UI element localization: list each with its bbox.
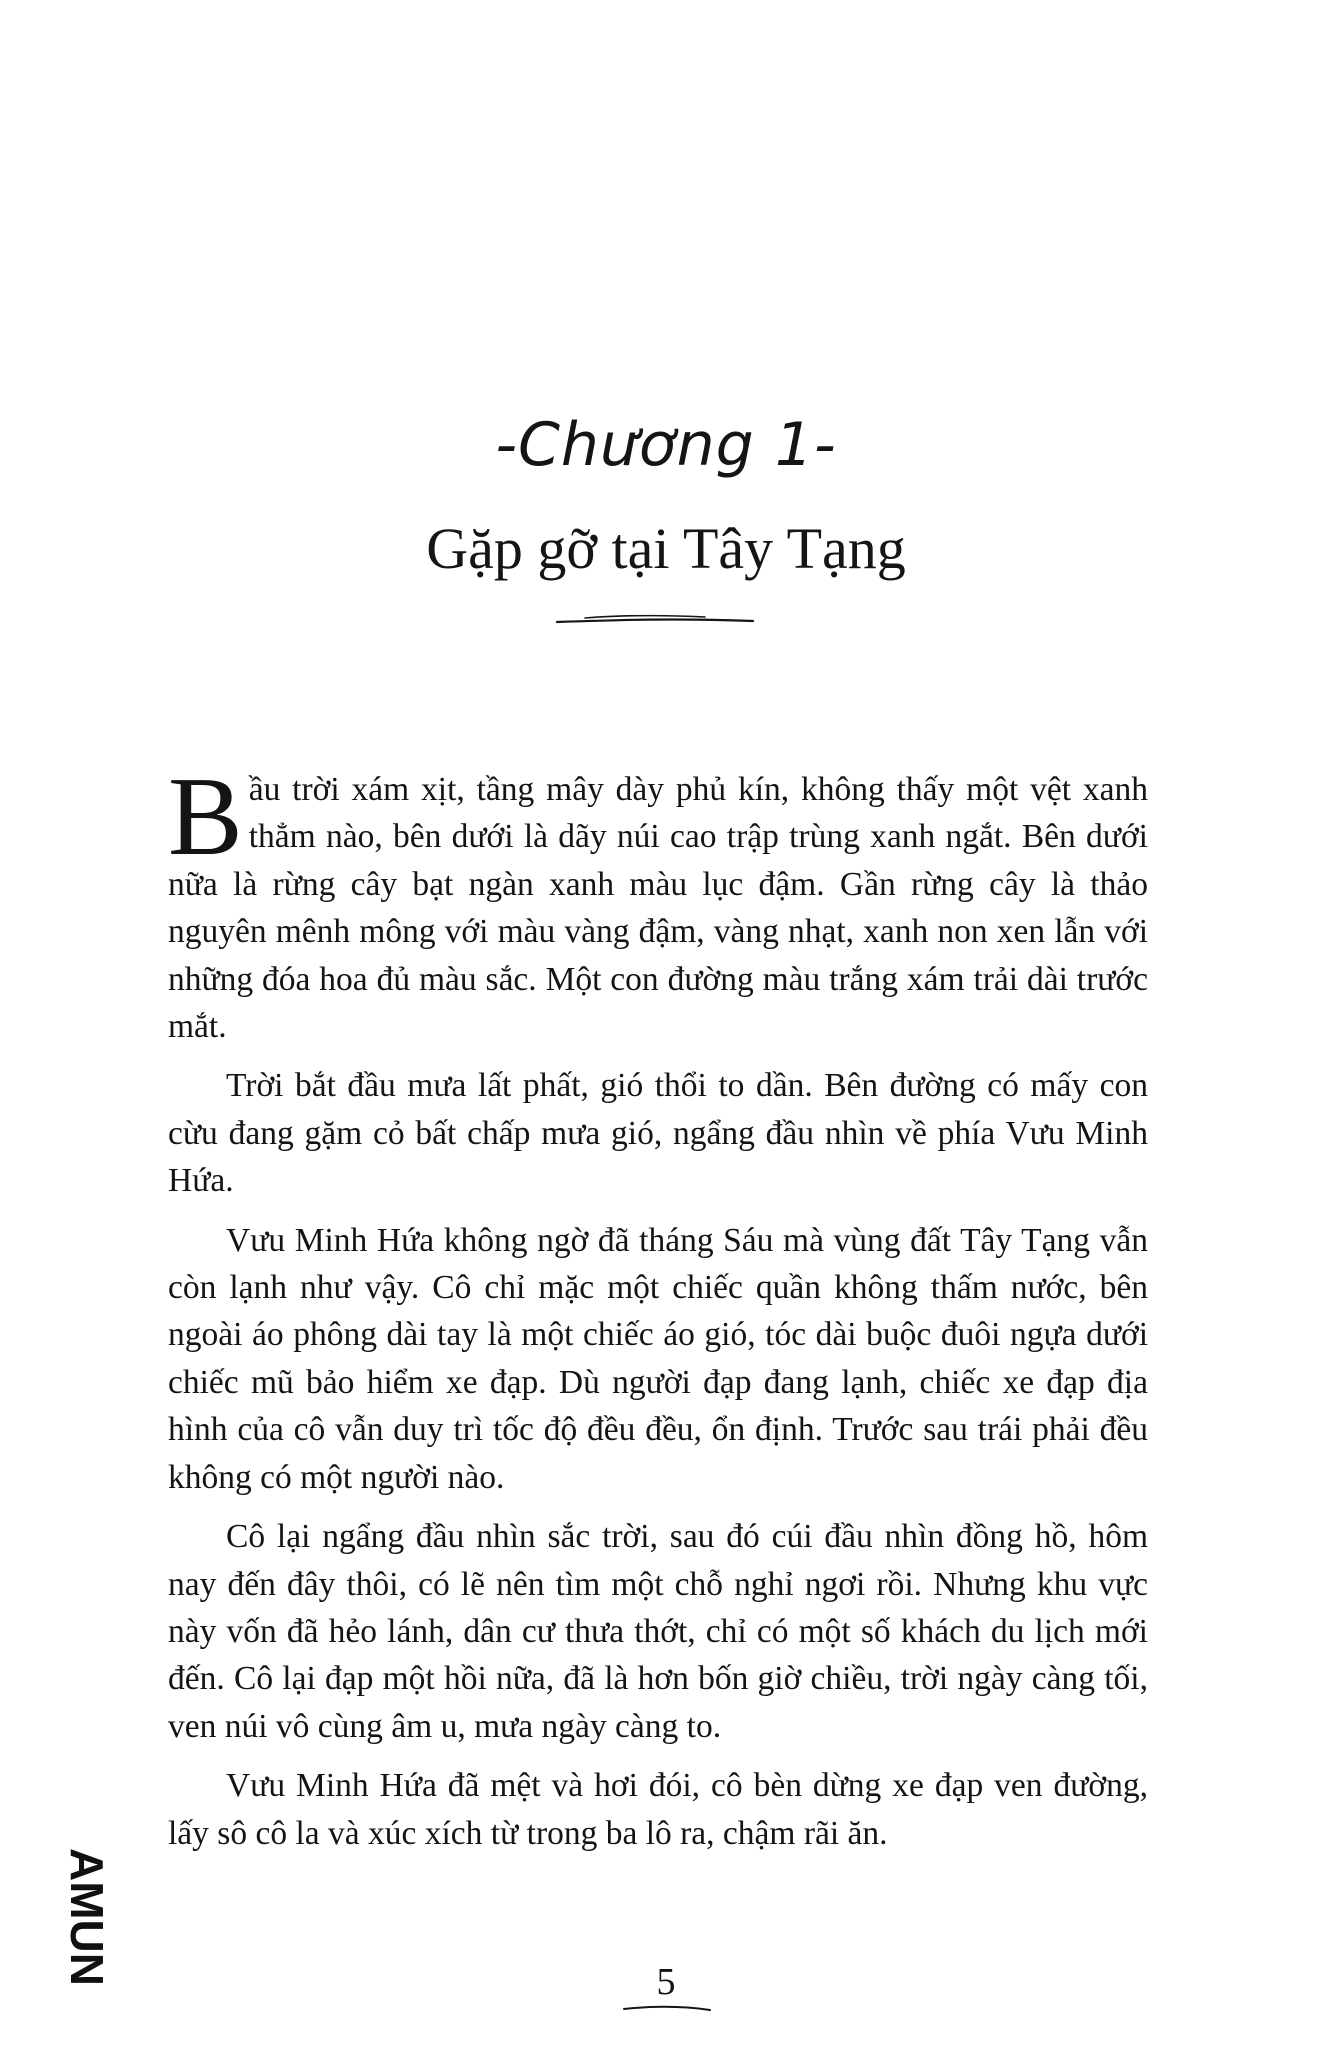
paragraph: Vưu Minh Hứa không ngờ đã tháng Sáu mà vùng đất Tây Tạng vẫn còn lạnh như vậy. Cô chỉ mặc một chiếc quần không thấm nước, bên ngoài áo phông dài tay là một chiếc áo gió, tóc dài buộc đuôi ngựa dưới chiếc mũ bảo hiểm xe đạp. Dù người đạp đang lạnh, chiếc xe đạp địa hình của cô vẫn duy trì tốc độ đều đều, ổn định. Trước sau trái phải đều không có một người nào. [168, 1221, 1148, 1496]
paragraph: Vưu Minh Hứa đã mệt và hơi đói, cô bèn dừng xe đạp ven đường, lấy sô cô la và xúc xích từ trong ba lô ra, chậm rãi ăn. [168, 1767, 1148, 1852]
drop-cap: B [168, 755, 243, 879]
chapter-body [168, 755, 1148, 1869]
paragraph [168, 755, 1148, 1050]
page-number: 5 [656, 1961, 676, 2003]
page-number-underline [622, 2002, 712, 2014]
paragraph-text: ầu trời xám xịt, tầng mây dày phủ kín, không thấy một vệt xanh thẳm nào, bên dưới là dãy núi cao trập trùng xanh ngắt. Bên dưới nữa là rừng cây bạt ngàn xanh màu lục đậm. Gần rừng cây là thảo nguyên mênh mông với màu vàng đậm, vàng nhạt, xanh non xen lẫn với những đóa hoa đủ màu sắc. Một con đường màu trắng xám trải dài trước mắt. [168, 771, 1148, 1046]
publisher-logo: AMUN [61, 1848, 113, 1986]
chapter-label: -Chương 1- [495, 410, 837, 480]
paragraph: Trời bắt đầu mưa lất phất, gió thổi to dần. Bên đường có mấy con cừu đang gặm cỏ bất chấp mưa gió, ngẩng đầu nhìn về phía Vưu Minh Hứa. [168, 1067, 1148, 1200]
paragraph: Cô lại ngẩng đầu nhìn sắc trời, sau đó cúi đầu nhìn đồng hồ, hôm nay đến đây thôi, có lẽ nên tìm một chỗ nghỉ ngơi rồi. Nhưng khu vực này vốn đã hẻo lánh, dân cư thưa thớt, chỉ có một số khách du lịch mới đến. Cô lại đạp một hồi nữa, đã là hơn bốn giờ chiều, trời ngày càng tối, ven núi vô cùng âm u, mưa ngày càng to. [168, 1518, 1148, 1745]
title-underline-ornament [555, 610, 755, 630]
chapter-title: Gặp gỡ tại Tây Tạng [426, 516, 906, 581]
